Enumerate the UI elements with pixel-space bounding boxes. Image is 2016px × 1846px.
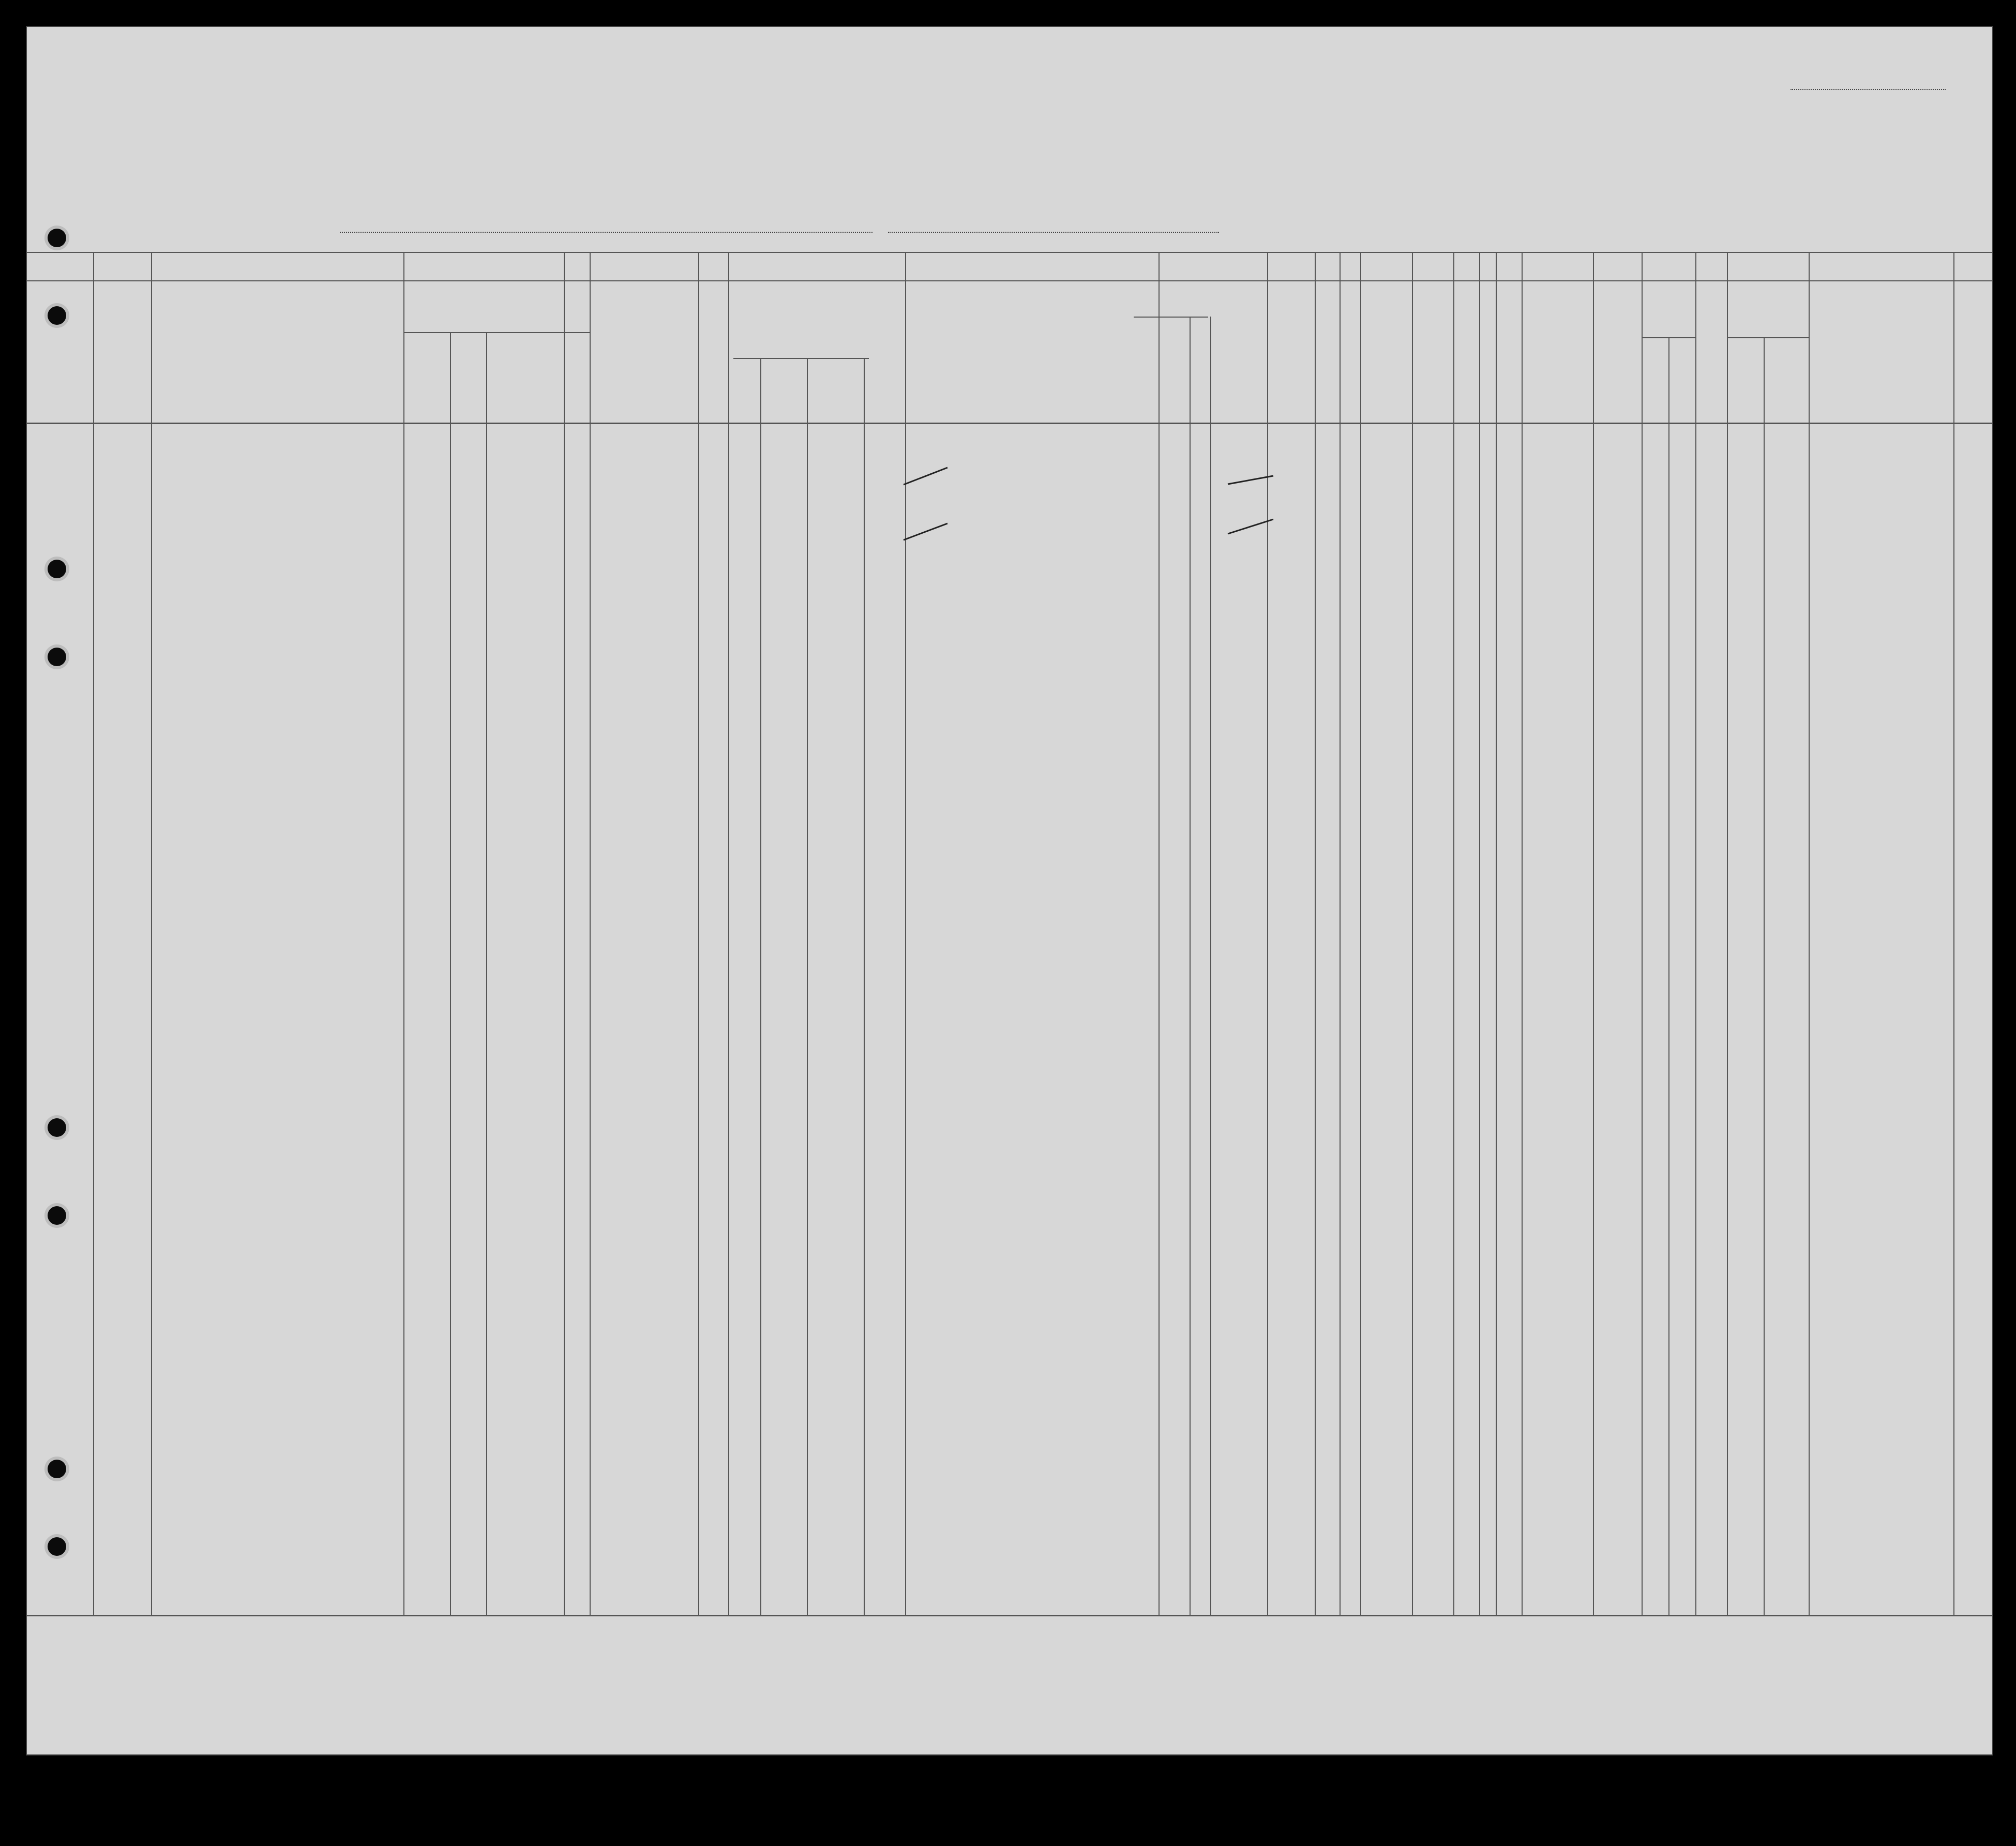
col-line [698,252,699,1615]
punch-hole-icon [48,1460,66,1478]
header-prison [1268,319,1313,420]
col-line [1159,252,1160,1615]
header-inches [1673,384,1693,420]
handwritten-checkmarks [901,451,963,554]
col-line [151,252,152,1615]
punch-hole-icon [48,306,66,325]
color-subline [1727,337,1809,338]
punch-hole-icon [48,1537,66,1556]
col-line [1522,252,1523,1615]
punch-hole-icon [48,648,66,666]
punch-hole-icon [48,560,66,578]
col-line [590,252,591,1615]
col-line [1809,252,1810,1615]
col-line [1764,337,1765,1615]
handwritten-day-marks [1227,472,1284,544]
column-number-border [27,280,1992,281]
punch-hole-icon [48,229,66,247]
list-number-blank [1791,89,1946,90]
col-line [1953,252,1954,1615]
header-ticket [568,317,585,420]
header-length-of-time [1192,319,1209,420]
col-line [1496,252,1497,1615]
col-line [1695,252,1696,1615]
header-citizen [1215,319,1263,420]
col-line [1267,252,1268,1615]
header-anarchist [1341,319,1359,420]
col-line [486,332,487,1615]
header-possession [705,317,723,420]
col-line [1642,252,1643,1615]
purpose-subline [1134,317,1208,318]
col-line [1668,337,1669,1615]
col-line [564,252,565,1615]
col-line [1210,317,1211,1615]
table-bottom-border [27,1615,1992,1616]
manifest-sheet [26,26,1993,1755]
table-top-border [27,252,1992,253]
col-line [728,252,729,1615]
col-line [807,358,808,1615]
header-arrested [1481,319,1495,420]
header-remain-permanently [1165,319,1185,420]
port-line [340,232,872,233]
header-excluded [1455,319,1477,420]
header-polygamist [1318,319,1336,420]
header-offer-labor [1415,319,1451,420]
header-bottom-border [27,423,1992,424]
col-line [1727,252,1728,1615]
punch-hole-icon [48,1118,66,1137]
col-line [1412,252,1413,1615]
col-line [450,332,451,1615]
col-line [1190,317,1191,1615]
ifyes-subline [733,358,869,359]
col-line [1453,252,1454,1615]
col-line [403,252,404,1615]
punch-hole-icon [48,1206,66,1225]
col-line [1593,252,1594,1615]
dest-subline [403,332,590,333]
col-line [1360,252,1361,1615]
col-line [93,252,94,1615]
header-feet [1646,389,1666,420]
date-line [888,232,1219,233]
col-line [1315,252,1316,1615]
col-line [864,358,865,1615]
col-line [1340,252,1341,1615]
col-line [760,358,761,1615]
col-line [1479,252,1480,1615]
header-overthrow [1363,319,1409,420]
